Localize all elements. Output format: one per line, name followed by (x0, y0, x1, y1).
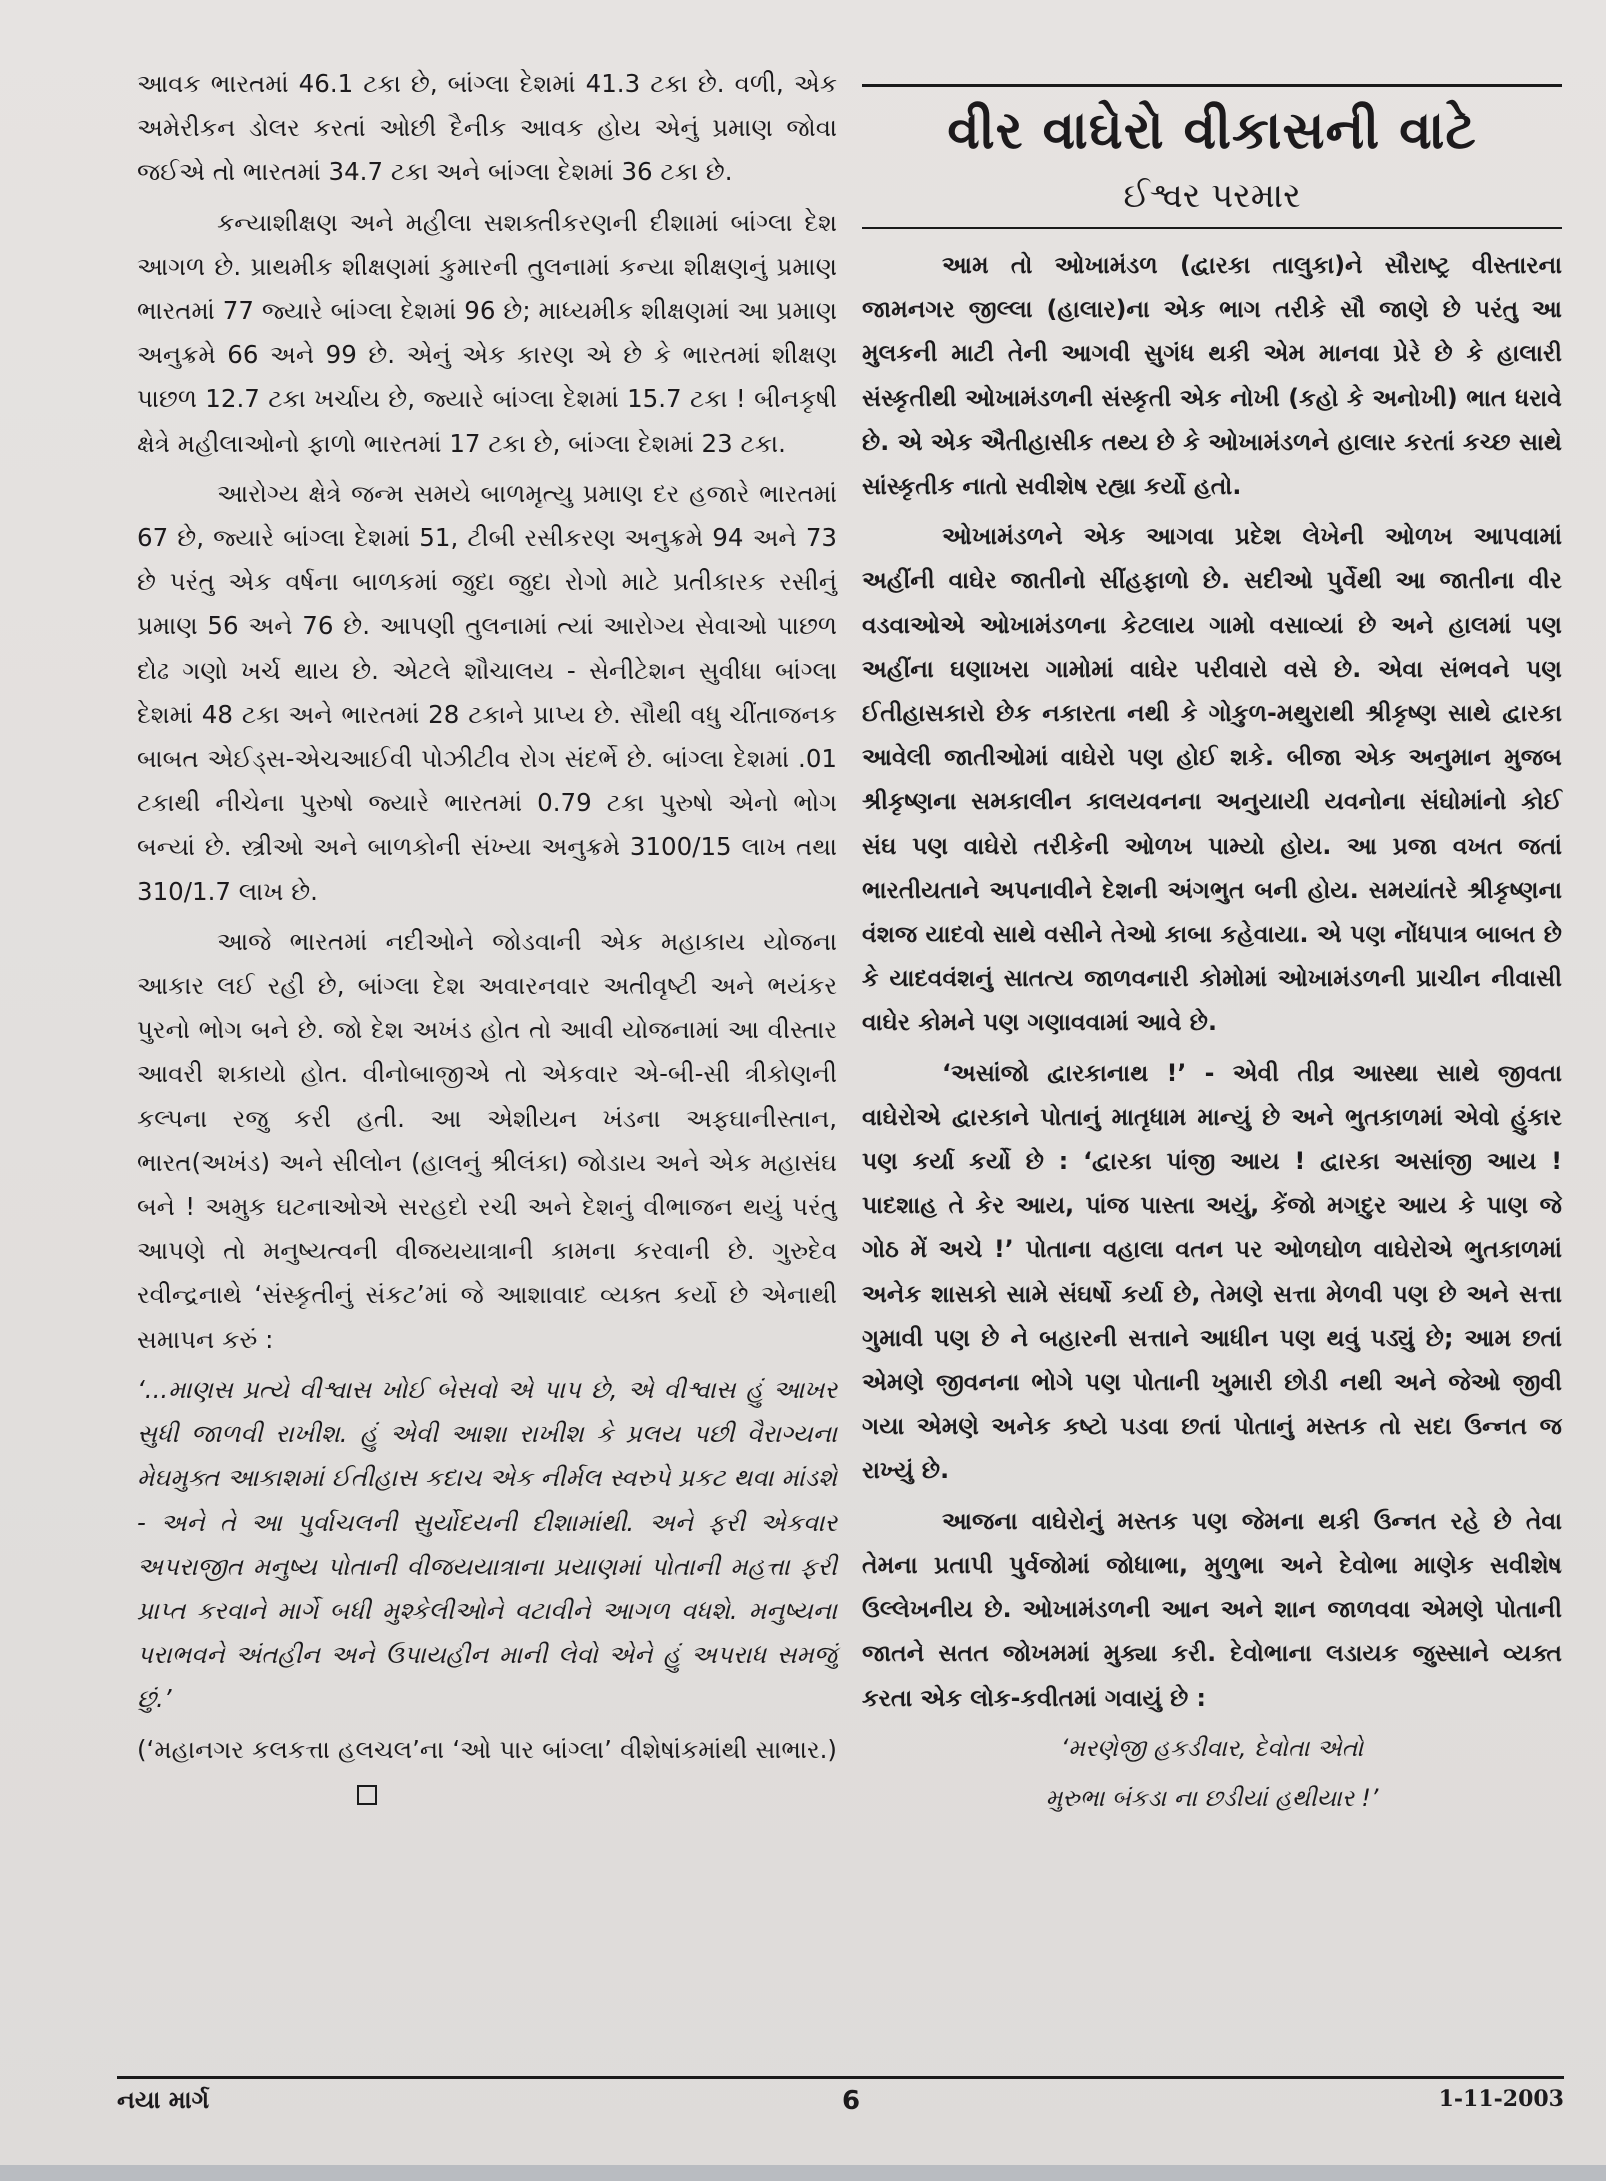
byline-rule (862, 227, 1562, 229)
end-mark-icon (357, 1785, 377, 1805)
tagore-quote: ‘...માણસ પ્રત્યે વીશ્વાસ ખોઈ બેસવો એ પાપ છે, એ વીશ્વાસ હું આખર સુધી જાળવી રાખીશ. હું એવી આશા રાખીશ કે પ્રલય પછી વૈરાગ્યના મેઘમુક્ત આકાશમાં ઈતીહાસ કદાચ એક નીર્મલ સ્વરુપે પ્રકટ થવા માંડશે - અને તે આ પુર્વાચલની સુર્યોદયની દીશામાંથી. અને ફરી એકવાર અપરાજીત મનુષ્ય પોતાની વીજયયાત્રાના પ્રયાણમાં પોતાની મહત્તા ફરી પ્રાપ્ત કરવાને માર્ગે બધી મુશ્કેલીઓને વટાવીને આગળ વધશે. મનુષ્યના પરાભવને અંતહીન અને ઉપાયહીન માની લેવો એને હું અપરાધ સમજું છું.’ (137, 1374, 837, 1714)
scan-edge (0, 2165, 1606, 2181)
paragraph: આજના વાઘેરોનું મસ્તક પણ જેમના થકી ઉન્નત રહે છે તેવા તેમના પ્રતાપી પુર્વજોમાં જોધાભા, મુળુભા અને દેવોભા માણેક સવીશેષ ઉલ્લેખનીય છે. ઓખામંડળની આન અને શાન જાળવવા એમણે પોતાની જાતને સતત જોખમમાં મુક્યા કરી. દેવોભાના લડાયક જુસ્સાને વ્યક્ત કરતા એક લોક-કવીતમાં ગવાયું છે : (862, 1506, 1562, 1712)
paragraph: આરોગ્ય ક્ષેત્રે જન્મ સમયે બાળમૃત્યુ પ્રમાણ દર હજારે ભારતમાં 67 છે, જ્યારે બાંગ્લા દેશમાં 51, ટીબી રસીકરણ અનુક્રમે 94 અને 73 છે પરંતુ એક વર્ષના બાળકમાં જુદા જુદા રોગો માટે પ્રતીકારક રસીનું પ્રમાણ 56 અને 76 છે. આપણી તુલનામાં ત્યાં આરોગ્ય સેવાઓ પાછળ દોઢ ગણો ખર્ચ થાય છે. એટલે શૌચાલય - સેનીટેશન સુવીધા બાંગ્લા દેશમાં 48 ટકા અને ભારતમાં 28 ટકાને પ્રાપ્ય છે. સૌથી વધુ ચીંતાજનક બાબત એઈડ્સ-એચઆઈવી પોઝીટીવ રોગ સંદર્ભે છે. બાંગ્લા દેશમાં .01 ટકાથી નીચેના પુરુષો જ્યારે ભારતમાં 0.79 ટકા પુરુષો એનો ભોગ બન્યાં છે. સ્ત્રીઓ અને બાળકોની સંખ્યા અનુક્રમે 3100/15 લાખ તથા 310/1.7 લાખ છે. (137, 478, 837, 906)
source-note (137, 1728, 837, 1816)
article-title: વીર વાઘેરો વીકાસની વાટે (947, 101, 1477, 161)
page-number: 6 (842, 2086, 861, 2116)
paragraph: આમ તો ઓખામંડળ (દ્વારકા તાલુકા)ને સૌરાષ્ટ્ર વીસ્તારના જામનગર જીલ્લા (હાલાર)ના એક ભાગ તરીકે સૌ જાણે છે પરંતુ આ મુલકની માટી તેની આગવી સુગંધ થકી એમ માનવા પ્રેરે છે કે હાલારી સંસ્કૃતીથી ઓખામંડળની સંસ્કૃતી એક નોખી (કહો કે અનોખી) ભાત ધરાવે છે. એ એક ઐતીહાસીક તથ્ય છે કે ઓખામંડળને હાલાર કરતાં કચ્છ સાથે સાંસ્કૃતીક નાતો સવીશેષ રહ્યા કર્યો હતો. (862, 251, 1562, 501)
paragraph: આજે ભારતમાં નદીઓને જોડવાની એક મહાકાય યોજના આકાર લઈ રહી છે, બાંગ્લા દેશ અવારનવાર અતીવૃષ્ટી અને ભયંકર પુરનો ભોગ બને છે. જો દેશ અખંડ હોત તો આવી યોજનામાં આ વીસ્તાર આવરી શકાયો હોત. વીનોબાજીએ તો એકવાર એ-બી-સી ત્રીકોણની કલ્પના રજુ કરી હતી. આ એશીયન ખંડના અફઘાનીસ્તાન, ભારત(અખંડ) અને સીલોન (હાલનું શ્રીલંકા) જોડાય અને એક મહાસંઘ બને ! અમુક ઘટનાઓએ સરહદો રચી અને દેશનું વીભાજન થયું પરંતુ આપણે તો મનુષ્યત્વની વીજયયાત્રાની કામના કરવાની છે. ગુરુદેવ રવીન્દ્રનાથે ‘સંસ્કૃતીનું સંકટ’માં જે આશાવાદ વ્યક્ત કર્યો છે એનાથી સમાપન કરું : (137, 926, 837, 1354)
article-author: ઈશ્વર પરમાર (1123, 176, 1301, 216)
paragraph: કન્યાશીક્ષણ અને મહીલા સશક્તીકરણની દીશામાં બાંગ્લા દેશ આગળ છે. પ્રાથમીક શીક્ષણમાં કુમારની તુલનામાં કન્યા શીક્ષણનું પ્રમાણ ભારતમાં 77 જ્યારે બાંગ્લા દેશમાં 96 છે; માધ્યમીક શીક્ષણમાં આ પ્રમાણ અનુક્રમે 66 અને 99 છે. એનું એક કારણ એ છે કે ભારતમાં શીક્ષણ પાછળ 12.7 ટકા ખર્ચાય છે, જ્યારે બાંગ્લા દેશમાં 15.7 ટકા ! બીનકૃષી ક્ષેત્રે મહીલાઓનો ફાળો ભારતમાં 17 ટકા છે, બાંગ્લા દેશમાં 23 ટકા. (137, 207, 837, 458)
title-rule (862, 84, 1562, 87)
left-column (137, 62, 837, 2056)
paragraph: આવક ભારતમાં 46.1 ટકા છે, બાંગ્લા દેશમાં 41.3 ટકા છે. વળી, એક અમેરીકન ડોલર કરતાં ઓછી દૈનીક આવક હોય એનું પ્રમાણ જોવા જઈએ તો ભારતમાં 34.7 ટકા અને બાંગ્લા દેશમાં 36 ટકા છે. (137, 69, 837, 187)
verse-line: મુરુભા બંકડા ના છડીયાં હથીયાર !’ (1045, 1783, 1379, 1812)
paragraph: ‘અસાંજો દ્વારકાનાથ !’ - એવી તીવ્ર આસ્થા સાથે જીવતા વાઘેરોએ દ્વારકાને પોતાનું માતૃધામ માન્યું છે અને ભુતકાળમાં એવો હુંકાર પણ કર્યા કર્યો છે : ‘દ્વારકા પાંજી આય ! દ્વારકા અસાંજી આય ! પાદશાહ તે કેર આય, પાંજ પાસ્તા અયું, કેંજો મગદુર આય કે પાણ જે ગોઠ મેં અચે !’ પોતાના વહાલા વતન પર ઓળઘોળ વાઘેરોએ ભુતકાળમાં અનેક શાસકો સામે સંઘર્ષો કર્યા છે, તેમણે સત્તા મેળવી પણ છે અને સત્તા ગુમાવી પણ છે ને બહારની સત્તાને આધીન પણ થવું પડ્યું છે; આમ છતાં એમણે જીવનના ભોગે પણ પોતાની ખુમારી છોડી નથી અને જેઓ જીવી ગયા એમણે અનેક કષ્ટો પડવા છતાં પોતાનું મસ્તક તો સદા ઉન્નત જ રાખ્યું છે. (862, 1058, 1562, 1485)
right-column (862, 62, 1562, 2056)
footer-rule (117, 2076, 1564, 2079)
issue-date: 1-11-2003 (1438, 2086, 1564, 2112)
source-text: (‘મહાનગર કલકત્તા હલચલ’ના ‘ઓ પાર બાંગ્લા’ વીશેષાંકમાંથી સાભાર.) (137, 1734, 837, 1764)
verse-line: ‘મરણેજી હકડીવાર, દેવોતા એતો (1060, 1733, 1364, 1762)
paragraph: ઓખામંડળને એક આગવા પ્રદેશ લેખેની ઓળખ આપવામાં અહીંની વાઘેર જાતીનો સીંહફાળો છે. સદીઓ પુર્વેથી આ જાતીના વીર વડવાઓએ ઓખામંડળના કેટલાય ગામો વસાવ્યાં છે અને હાલમાં પણ અહીંના ઘણાખરા ગામોમાં વાઘેર પરીવારો વસે છે. એવા સંભવને પણ ઈતીહાસકારો છેક નકારતા નથી કે ગોકુળ-મથુરાથી શ્રીકૃષ્ણ સાથે દ્વારકા આવેલી જાતીઓમાં વાઘેરો પણ હોઈ શકે. બીજા એક અનુમાન મુજબ શ્રીકૃષ્ણના સમકાલીન કાલયવનના અનુયાયી યવનોના સંઘોમાંનો કોઈ સંઘ પણ વાઘેરો તરીકેની ઓળખ પામ્યો હોય. આ પ્રજા વખત જતાં ભારતીયતાને અપનાવીને દેશની અંગભુત બની હોય. સમયાંતરે શ્રીકૃષ્ણના વંશજ યાદવો સાથે વસીને તેઓ કાબા કહેવાયા. એ પણ નોંધપાત્ર બાબત છે કે યાદવવંશનું સાતત્ય જાળવનારી કોમોમાં ઓખામંડળની પ્રાચીન નીવાસી વાઘેર કોમને પણ ગણાવવામાં આવે છે. (862, 522, 1562, 1037)
magazine-name: નયા માર્ગ (117, 2086, 210, 2114)
